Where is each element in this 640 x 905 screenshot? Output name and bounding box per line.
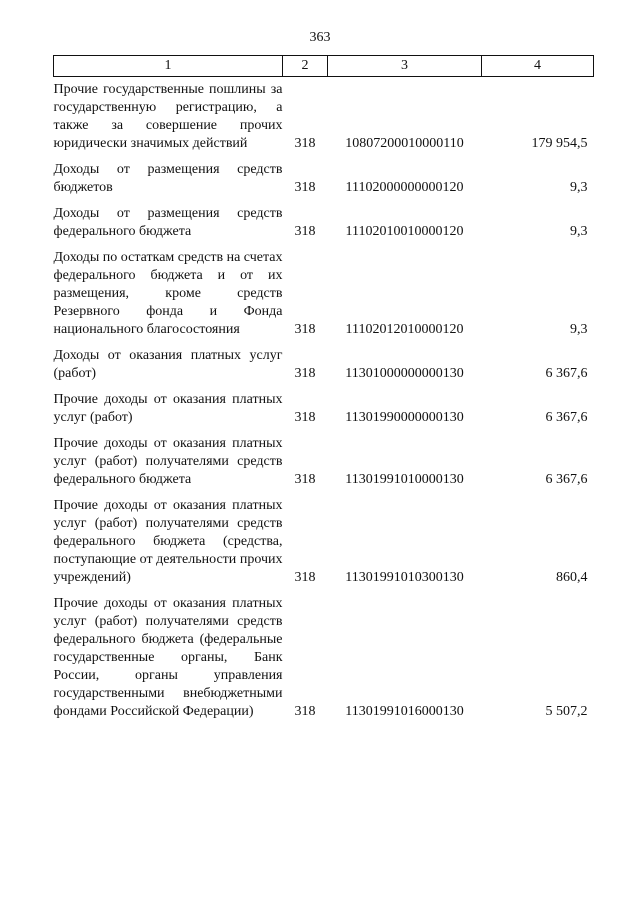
row-name: Прочие государственные пошлины за государственную регистрацию, а также за совершение прочих юридически значимых действий — [53, 82, 283, 151]
row-name: Прочие доходы от оказания платных услуг (работ) — [53, 392, 283, 425]
row-name: Доходы по остаткам средств на счетах федерального бюджета и от их размещения, кроме средств Резервного фонда и Фонда национального благосостояния — [53, 250, 283, 337]
row-kbk-code: 11102012010000120 — [345, 322, 464, 337]
row-amount: 9,3 — [570, 224, 588, 239]
row-admin-code: 318 — [294, 704, 316, 719]
row-admin-code: 318 — [294, 570, 316, 585]
row-name: Прочие доходы от оказания платных услуг (работ) получателями средств федерального бюджета (средства, поступающие от деятельности прочих учреждений) — [53, 498, 283, 585]
row-admin-code: 318 — [294, 136, 316, 151]
row-amount: 5 507,2 — [545, 704, 588, 719]
row-admin-code: 318 — [294, 472, 316, 487]
row-admin-code: 318 — [294, 366, 316, 381]
row-admin-code: 318 — [294, 224, 316, 239]
row-name: Доходы от оказания платных услуг (работ) — [53, 348, 283, 381]
row-amount: 9,3 — [570, 180, 588, 195]
row-admin-code: 318 — [294, 410, 316, 425]
row-amount: 860,4 — [556, 570, 588, 585]
table-row — [54, 387, 594, 431]
header-row — [54, 56, 594, 77]
table-body — [54, 77, 594, 726]
table-row — [54, 591, 594, 725]
revenue-table — [53, 55, 594, 725]
row-amount: 179 954,5 — [531, 136, 588, 151]
row-amount: 6 367,6 — [545, 410, 588, 425]
row-name: Прочие доходы от оказания платных услуг (работ) получателями средств федерального бюджета — [53, 436, 283, 487]
table-row — [54, 245, 594, 343]
row-kbk-code: 10807200010000110 — [345, 136, 464, 151]
row-kbk-code: 11301991010000130 — [345, 472, 464, 487]
row-amount: 9,3 — [570, 322, 588, 337]
header-col-3: 3 — [328, 56, 482, 77]
row-kbk-code: 11301991010300130 — [345, 570, 464, 585]
table-row — [54, 431, 594, 493]
table-row — [54, 157, 594, 201]
header-col-4: 4 — [482, 56, 594, 77]
header-col-1: 1 — [54, 56, 283, 77]
row-admin-code: 318 — [294, 180, 316, 195]
row-kbk-code: 11102000000000120 — [345, 180, 464, 195]
table-row — [54, 493, 594, 591]
row-kbk-code: 11301990000000130 — [345, 410, 464, 425]
row-kbk-code: 11102010010000120 — [345, 224, 464, 239]
row-admin-code: 318 — [294, 322, 316, 337]
row-kbk-code: 11301000000000130 — [345, 366, 464, 381]
page-number: 363 — [309, 30, 331, 45]
table-header — [54, 56, 594, 77]
row-kbk-code: 11301991016000130 — [345, 704, 464, 719]
table-row — [54, 201, 594, 245]
row-name: Доходы от размещения средств бюджетов — [53, 162, 283, 195]
table-row — [54, 343, 594, 387]
row-name: Доходы от размещения средств федерального бюджета — [53, 206, 283, 239]
row-name: Прочие доходы от оказания платных услуг (работ) получателями средств федерального бюджета (федеральные государственные органы, Банк России, органы управления государственными внебюджетными фондами Российской Федерации) — [53, 596, 283, 719]
row-amount: 6 367,6 — [545, 472, 588, 487]
row-amount: 6 367,6 — [545, 366, 588, 381]
table-row — [54, 77, 594, 158]
header-col-2: 2 — [283, 56, 328, 77]
